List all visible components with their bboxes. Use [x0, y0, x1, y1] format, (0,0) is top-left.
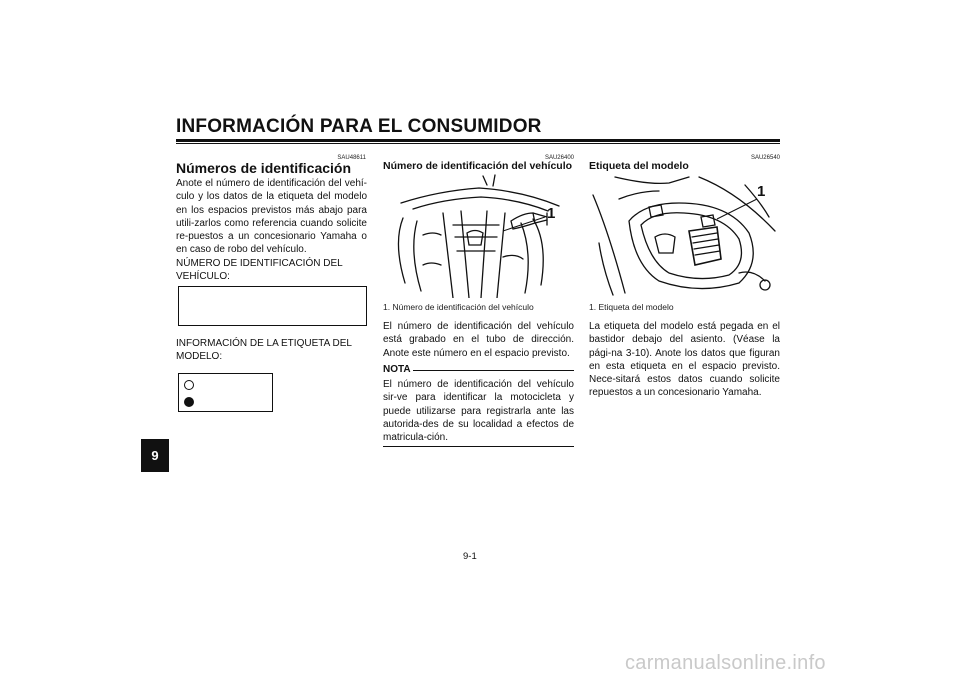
section-heading: Números de identificación — [176, 160, 352, 176]
model-label-line1: INFORMACIÓN DE LA ETIQUETA DEL — [176, 338, 352, 349]
section-code: SAU48611 — [337, 155, 366, 161]
title-rule — [176, 139, 780, 142]
vin-entry-box[interactable] — [178, 286, 367, 326]
model-label-illustration — [589, 173, 780, 298]
page-number: 9-1 — [463, 551, 477, 562]
steering-head-illustration — [383, 173, 574, 298]
open-circle-icon — [184, 380, 194, 390]
page-title: INFORMACIÓN PARA EL CONSUMIDOR — [176, 116, 542, 137]
section-body — [176, 177, 367, 283]
section-heading: Número de identificación del vehículo — [383, 160, 573, 172]
nota-top-rule — [413, 370, 574, 371]
vin-label-line1: NÚMERO DE IDENTIFICACIÓN DEL — [176, 257, 343, 269]
vin-paragraph: El número de identificación del vehículo está grabado en el tubo de dirección. Anote este número en el espacio previsto. — [383, 321, 574, 359]
figure-caption: 1. Número de identificación del vehículo — [383, 302, 534, 312]
filled-circle-icon — [184, 397, 194, 407]
section-heading: Etiqueta del modelo — [589, 160, 689, 172]
callout-number: 1 — [547, 205, 556, 222]
model-label — [176, 337, 367, 364]
intro-paragraph: Anote el número de identificación del vehí-culo y los datos de la etiqueta del modelo en los espacios previstos más abajo para utili-zarlos como referencia cuando solicite re-puestos a un concesionario Yamaha o en caso de robo del vehículo. — [176, 178, 367, 256]
model-label-line2: MODELO: — [176, 351, 223, 363]
figure-caption: 1. Etiqueta del modelo — [589, 302, 674, 312]
nota-label: NOTA — [383, 364, 411, 375]
nota-bottom-rule — [383, 446, 574, 447]
callout-number: 1 — [757, 183, 766, 200]
nota-body: El número de identificación del vehículo sir-ve para identificar la motocicleta y puede utilizarse para registrarla ante las autorida-des de su localidad a efectos de matricula-ción. — [383, 379, 574, 444]
model-entry-box[interactable] — [178, 373, 273, 412]
watermark: carmanualsonline.info — [625, 652, 826, 674]
vin-label-line2: VEHÍCULO: — [176, 271, 230, 283]
model-label-paragraph: La etiqueta del modelo está pegada en el bastidor debajo del asiento. (Véase la pági-na 3-10). Anote los datos que figuran en esta etiqueta en el espacio previsto. Nece-sitará estos datos cuando solicite repuestos a un concesionario Yamaha. — [589, 321, 780, 399]
section-code: SAU26540 — [750, 155, 780, 161]
title-rule-thin — [176, 143, 780, 144]
section-code: SAU26400 — [544, 155, 574, 161]
chapter-tab[interactable]: 9 — [141, 439, 169, 472]
